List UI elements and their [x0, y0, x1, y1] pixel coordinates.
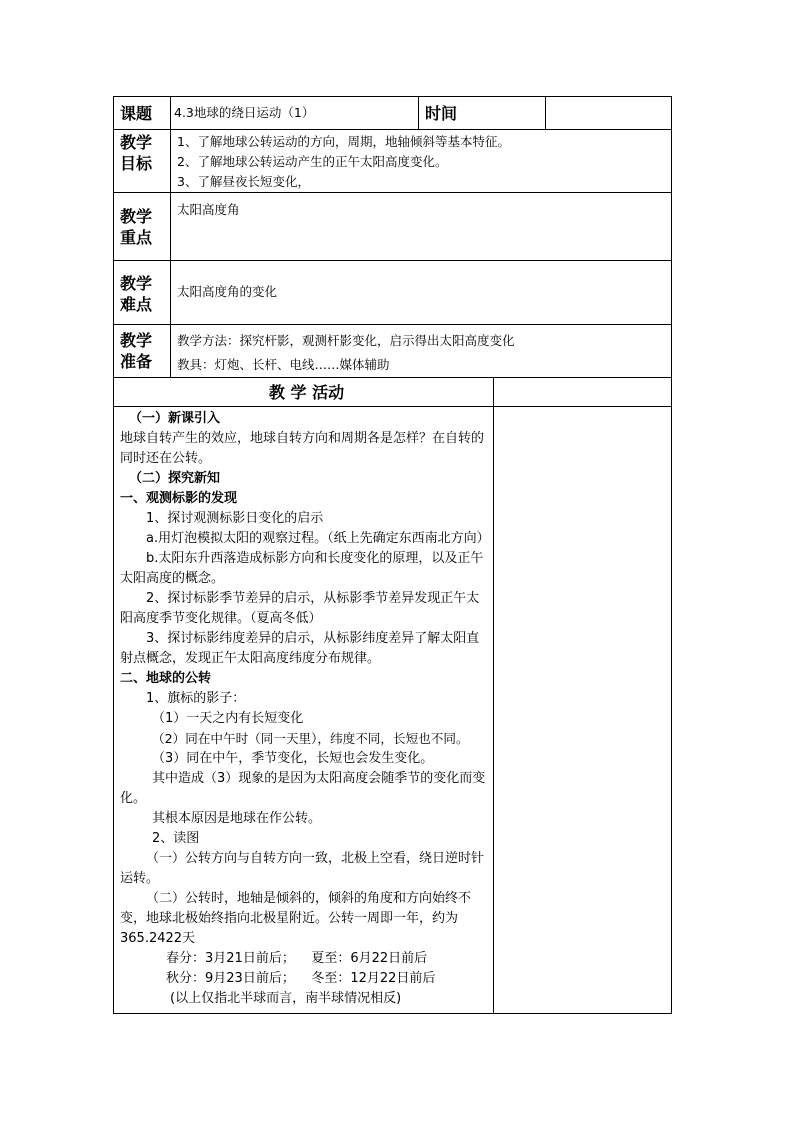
teaching-tools: 教具：灯炮、长杆、电线……媒体辅助	[177, 357, 390, 372]
difficulties-row	[114, 261, 672, 325]
activities-row	[114, 407, 672, 1014]
time-value	[546, 97, 672, 130]
key-points-row	[114, 193, 672, 261]
section-heading: （二）探究新知	[129, 471, 221, 486]
paragraph: （一）公转方向与自转方向一致，北极上空看，绕日逆时针运转。	[120, 851, 485, 886]
section-heading: 二、地球的公转	[120, 671, 212, 686]
paragraph: （二）公转时，地轴是倾斜的，倾斜的角度和方向始终不变，地球北极始终指向北极星附近。公转一周即一年，约为365.2422天	[120, 891, 472, 946]
preparation-row	[114, 325, 672, 378]
paragraph: （1）一天之内有长短变化	[152, 711, 304, 726]
paragraph: 其中造成（3）现象的是因为太阳高度会随季节的变化而变化。	[120, 771, 486, 806]
header-row	[114, 97, 672, 130]
paragraph: 2、探讨标影季节差异的启示，从标影季节差异发现正午太阳高度季节变化规律。（夏高冬低）	[120, 591, 480, 626]
objectives-label: 教学 目标	[114, 130, 171, 193]
objective-item: 3、了解昼夜长短变化，	[177, 174, 310, 189]
topic-label: 课题	[114, 97, 171, 130]
paragraph: 1、旗标的影子：	[146, 691, 246, 706]
activities-side-header	[494, 378, 672, 407]
key-points-label: 教学 重点	[114, 193, 171, 261]
activities-content	[114, 407, 494, 1014]
lesson-plan-table	[113, 96, 672, 1014]
paragraph: a.用灯泡模拟太阳的观察过程。（纸上先确定东西南北方向）	[146, 531, 490, 546]
paragraph: 其根本原因是地球在作公转。	[152, 811, 322, 826]
objectives-row	[114, 130, 672, 193]
objective-item: 1、了解地球公转运动的方向，周期，地轴倾斜等基本特征。	[177, 134, 510, 149]
activities-title-row	[114, 378, 672, 407]
activities-title: 教 学 活动	[114, 378, 494, 407]
paragraph: （2）同在中午时（同一天里），纬度不同，长短也不同。	[152, 731, 469, 746]
paragraph: 春分：3月21日前后； 夏至：6月22日前后	[166, 951, 428, 966]
preparation-label: 教学 准备	[114, 325, 171, 378]
activities-side-column	[494, 407, 672, 1014]
key-points-content: 太阳高度角	[171, 193, 672, 261]
paragraph: 秋分：9月23日前后； 冬至：12月22日前后	[166, 971, 436, 986]
section-heading: 一、观测标影的发现	[120, 491, 238, 506]
topic-value: 4.3地球的绕日运动（1）	[171, 97, 419, 130]
paragraph: （3）同在中午，季节变化，长短也会发生变化。	[152, 751, 434, 766]
objective-item: 2、了解地球公转运动产生的正午太阳高度变化。	[177, 154, 448, 169]
preparation-content	[171, 325, 672, 378]
paragraph: 2、读图	[152, 831, 200, 846]
time-label: 时间	[419, 97, 546, 130]
difficulties-label: 教学 难点	[114, 261, 171, 325]
paragraph: b.太阳东升西落造成标影方向和长度变化的原理，以及正午太阳高度的概念。	[120, 551, 484, 586]
paragraph: 1、探讨观测标影日变化的启示	[146, 511, 324, 526]
teaching-method: 教学方法：探究杆影，观测杆影变化，启示得出太阳高度变化	[177, 333, 515, 348]
paragraph: 3、探讨标影纬度差异的启示，从标影纬度差异了解太阳直射点概念，发现正午太阳高度纬度分布规律。	[120, 631, 480, 666]
difficulties-content: 太阳高度角的变化	[171, 261, 672, 325]
section-heading: （一）新课引入	[129, 411, 221, 426]
objectives-content	[171, 130, 672, 193]
paragraph: (以上仅指北半球而言，南半球情况相反)	[170, 991, 402, 1006]
paragraph: 地球自转产生的效应，地球自转方向和周期各是怎样？在自转的同时还在公转。	[120, 431, 485, 466]
